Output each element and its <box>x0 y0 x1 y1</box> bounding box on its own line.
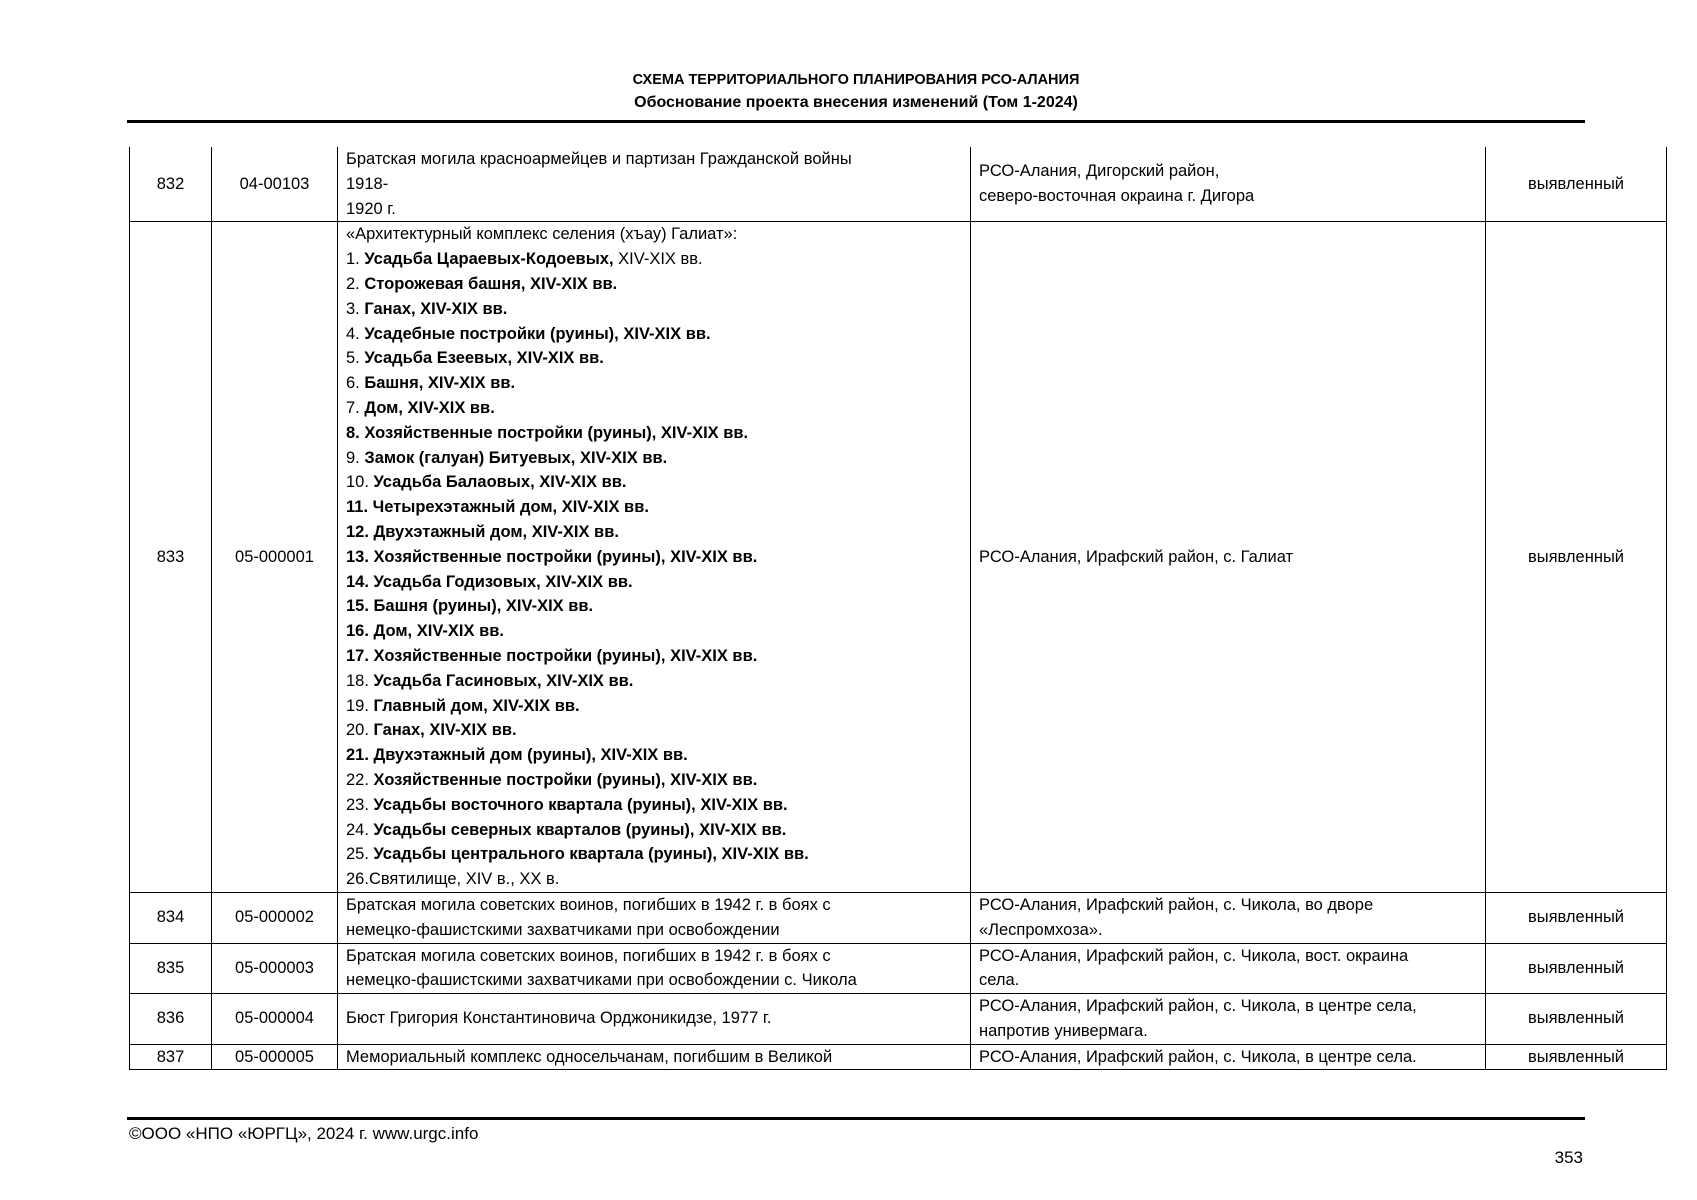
item-number: 24. <box>346 820 369 839</box>
status-cell: выявленный <box>1486 222 1667 893</box>
table-row <box>130 892 1667 943</box>
complex-item <box>346 718 962 743</box>
row-number-cell: 833 <box>130 222 212 893</box>
table-row <box>130 147 1667 222</box>
object-name-cell <box>338 1044 971 1070</box>
complex-item <box>346 743 962 768</box>
item-name: Усадьба Цараевых-Кодоевых, <box>364 250 614 269</box>
item-number: 13. <box>346 547 369 566</box>
item-number: 22. <box>346 770 369 789</box>
item-number: 11. <box>346 498 369 517</box>
complex-item <box>346 247 962 272</box>
item-number: 2. <box>346 274 360 293</box>
complex-item <box>346 619 962 644</box>
address-line: РСО-Алания, Ирафский район, с. Чикола, в центре села, <box>979 997 1417 1016</box>
row-number-cell: 835 <box>130 943 212 994</box>
registry-code-cell: 04-00103 <box>212 147 338 222</box>
item-number: 3. <box>346 299 360 318</box>
item-name: Дом, XIV-XIX вв. <box>373 622 504 641</box>
name-line: Братская могила советских воинов, погибших в 1942 г. в боях с <box>346 895 831 914</box>
address-line: «Леспромхоза». <box>979 920 1103 939</box>
name-line: Братская могила советских воинов, погибших в 1942 г. в боях с <box>346 946 831 965</box>
complex-item <box>346 297 962 322</box>
complex-item <box>346 272 962 297</box>
item-period: Святилище, XIV в., XX в. <box>368 870 560 889</box>
name-line: 1918- <box>346 174 389 193</box>
complex-item <box>346 644 962 669</box>
item-name: Четырехэтажный дом, XIV-XIX вв. <box>372 498 649 517</box>
complex-item <box>346 768 962 793</box>
row-number-cell: 832 <box>130 147 212 222</box>
register-table-body <box>130 147 1667 1070</box>
item-name: Башня (руины), XIV-XIX вв. <box>373 597 594 616</box>
item-number: 5. <box>346 349 360 368</box>
item-number: 19. <box>346 696 369 715</box>
complex-item <box>346 842 962 867</box>
document-header <box>127 70 1585 115</box>
complex-item <box>346 694 962 719</box>
item-name: Усадьбы северных кварталов (руины), XIV-XIX вв. <box>373 820 787 839</box>
item-number: 4. <box>346 324 360 343</box>
complex-item <box>346 793 962 818</box>
page-number: 353 <box>1554 1148 1583 1167</box>
complex-item <box>346 421 962 446</box>
item-name: Башня, XIV-XIX вв. <box>364 374 516 393</box>
item-number: 20. <box>346 721 369 740</box>
complex-item <box>346 594 962 619</box>
item-period: XIV-XIX вв. <box>618 250 703 269</box>
item-number: 10. <box>346 473 369 492</box>
item-name: Сторожевая башня, XIV-XIX вв. <box>364 274 618 293</box>
name-line: Мемориальный комплекс односельчанам, погибшим в Великой <box>346 1047 833 1066</box>
complex-item <box>346 520 962 545</box>
table-row <box>130 1044 1667 1070</box>
item-number: 16. <box>346 622 369 641</box>
row-number-cell: 837 <box>130 1044 212 1070</box>
item-number: 8. <box>346 423 360 442</box>
item-number: 14. <box>346 572 369 591</box>
item-number: 6. <box>346 374 360 393</box>
item-name: Хозяйственные постройки (руины), XIV-XIX вв. <box>364 423 749 442</box>
object-name-cell <box>338 147 971 222</box>
complex-item <box>346 346 962 371</box>
heritage-register-table <box>129 147 1667 1070</box>
name-line: 1920 г. <box>346 199 396 218</box>
registry-code-cell: 05-000003 <box>212 943 338 994</box>
status-cell: выявленный <box>1486 1044 1667 1070</box>
name-line: Бюст Григория Константиновича Орджоникидзе, 1977 г. <box>346 1009 772 1028</box>
item-number: 7. <box>346 398 360 417</box>
item-number: 9. <box>346 448 360 467</box>
status-cell: выявленный <box>1486 147 1667 222</box>
address-line: РСО-Алания, Ирафский район, с. Чикола, во дворе <box>979 895 1374 914</box>
complex-item <box>346 470 962 495</box>
status-cell: выявленный <box>1486 892 1667 943</box>
complex-item <box>346 322 962 347</box>
item-name: Хозяйственные постройки (руины), XIV-XIX вв. <box>373 547 758 566</box>
complex-item <box>346 371 962 396</box>
footer-rule <box>127 1117 1585 1120</box>
table-row <box>130 943 1667 994</box>
item-name: Дом, XIV-XIX вв. <box>364 398 495 417</box>
item-name: Замок (галуан) Битуевых, XIV-XIX вв. <box>364 448 668 467</box>
object-name-cell <box>338 222 971 893</box>
document-subtitle: Обоснование проекта внесения изменений (Том 1-2024) <box>634 94 1078 111</box>
address-line: РСО-Алания, Ирафский район, с. Чикола, в центре села. <box>979 1047 1417 1066</box>
address-cell <box>971 222 1486 893</box>
registry-code-cell: 05-000005 <box>212 1044 338 1070</box>
address-cell <box>971 943 1486 994</box>
address-line: РСО-Алания, Ирафский район, с. Галиат <box>979 547 1294 566</box>
item-number: 1. <box>346 250 360 269</box>
name-line: немецко-фашистскими захватчиками при освобождении с. Чикола <box>346 971 857 990</box>
object-name-cell <box>338 994 971 1045</box>
item-name: Двухэтажный дом (руины), XIV-XIX вв. <box>373 746 688 765</box>
registry-code-cell: 05-000002 <box>212 892 338 943</box>
item-name: Хозяйственные постройки (руины), XIV-XIX вв. <box>373 646 758 665</box>
object-name-cell <box>338 892 971 943</box>
address-line: села. <box>979 971 1020 990</box>
item-number: 23. <box>346 795 369 814</box>
registry-code-cell: 05-000004 <box>212 994 338 1045</box>
copyright-text: ©ООО «НПО «ЮРГЦ», 2024 г. www.urgc.info <box>129 1124 479 1143</box>
item-number: 15. <box>346 597 369 616</box>
item-name: Усадьба Годизовых, XIV-XIX вв. <box>373 572 633 591</box>
item-number: 18. <box>346 671 369 690</box>
complex-item <box>346 669 962 694</box>
item-number: 26. <box>346 870 369 889</box>
address-line: РСО-Алания, Ирафский район, с. Чикола, вост. окраина <box>979 946 1409 965</box>
item-name: Усадьба Балаовых, XIV-XIX вв. <box>373 473 627 492</box>
item-name: Ганах, XIV-XIX вв. <box>364 299 508 318</box>
row-number-cell: 834 <box>130 892 212 943</box>
item-number: 12. <box>346 522 369 541</box>
address-cell <box>971 994 1486 1045</box>
complex-item <box>346 570 962 595</box>
name-line: немецко-фашистскими захватчиками при освобождении <box>346 920 780 939</box>
document-title: СХЕМА ТЕРРИТОРИАЛЬНОГО ПЛАНИРОВАНИЯ РСО-АЛАНИЯ <box>632 72 1080 88</box>
complex-item <box>346 446 962 471</box>
table-row <box>130 222 1667 893</box>
complex-item <box>346 867 962 892</box>
address-cell <box>971 147 1486 222</box>
item-number: 17. <box>346 646 369 665</box>
item-name: Главный дом, XIV-XIX вв. <box>373 696 580 715</box>
item-name: Ганах, XIV-XIX вв. <box>373 721 517 740</box>
item-name: Усадебные постройки (руины), XIV-XIX вв. <box>364 324 711 343</box>
registry-code-cell: 05-000001 <box>212 222 338 893</box>
item-number: 25. <box>346 845 369 864</box>
object-name-cell <box>338 943 971 994</box>
row-number-cell: 836 <box>130 994 212 1045</box>
address-cell <box>971 892 1486 943</box>
item-name: Двухэтажный дом, XIV-XIX вв. <box>373 522 619 541</box>
complex-item <box>346 818 962 843</box>
header-rule <box>127 120 1585 123</box>
address-line: РСО-Алания, Дигорский район, <box>979 162 1220 181</box>
item-name: Усадьбы восточного квартала (руины), XIV-XIX вв. <box>373 795 788 814</box>
complex-item <box>346 396 962 421</box>
item-name: Усадьбы центрального квартала (руины), XIV-XIX вв. <box>373 845 809 864</box>
complex-item <box>346 545 962 570</box>
complex-item <box>346 495 962 520</box>
complex-intro: «Архитектурный комплекс селения (хъау) Галиат»: <box>346 225 738 244</box>
item-name: Усадьба Езеевых, XIV-XIX вв. <box>364 349 604 368</box>
name-line: Братская могила красноармейцев и партизан Гражданской войны <box>346 150 852 168</box>
status-cell: выявленный <box>1486 943 1667 994</box>
address-cell <box>971 1044 1486 1070</box>
address-line: напротив универмага. <box>979 1021 1148 1040</box>
item-name: Усадьба Гасиновых, XIV-XIX вв. <box>373 671 634 690</box>
item-name: Хозяйственные постройки (руины), XIV-XIX вв. <box>373 770 758 789</box>
address-line: северо-восточная окраина г. Дигора <box>979 187 1255 206</box>
table-row <box>130 994 1667 1045</box>
item-number: 21. <box>346 746 369 765</box>
status-cell: выявленный <box>1486 994 1667 1045</box>
